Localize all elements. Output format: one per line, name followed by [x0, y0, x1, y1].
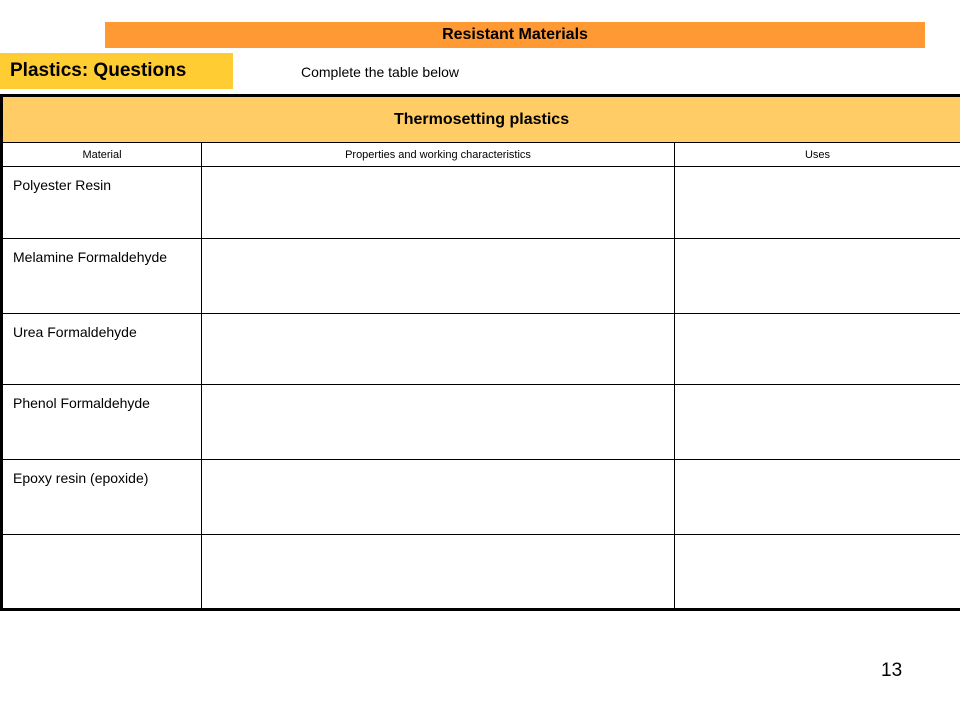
column-header-uses: Uses [675, 143, 960, 167]
material-cell: Epoxy resin (epoxide) [2, 460, 202, 535]
uses-answer-cell[interactable] [675, 535, 960, 610]
properties-answer-cell[interactable] [202, 314, 675, 385]
thermosetting-plastics-table [0, 94, 960, 611]
table-row [2, 239, 960, 314]
material-cell: Urea Formaldehyde [2, 314, 202, 385]
page-number: 13 [881, 660, 903, 681]
material-cell: Polyester Resin [2, 167, 202, 239]
column-header-material: Material [2, 143, 202, 167]
table-row [2, 167, 960, 239]
table-row [2, 460, 960, 535]
table-row [2, 314, 960, 385]
subject-banner: Resistant Materials [105, 22, 925, 48]
section-title: Plastics: Questions [0, 53, 233, 89]
properties-answer-cell[interactable] [202, 239, 675, 314]
instruction-text: Complete the table below [301, 64, 459, 80]
properties-answer-cell[interactable] [202, 385, 675, 460]
table-title: Thermosetting plastics [2, 96, 960, 143]
uses-answer-cell[interactable] [675, 385, 960, 460]
column-header-properties: Properties and working characteristics [202, 143, 675, 167]
material-cell: Phenol Formaldehyde [2, 385, 202, 460]
uses-answer-cell[interactable] [675, 167, 960, 239]
uses-answer-cell[interactable] [675, 460, 960, 535]
table-row [2, 535, 960, 610]
material-cell[interactable] [2, 535, 202, 610]
material-cell: Melamine Formaldehyde [2, 239, 202, 314]
uses-answer-cell[interactable] [675, 239, 960, 314]
properties-answer-cell[interactable] [202, 535, 675, 610]
properties-answer-cell[interactable] [202, 167, 675, 239]
properties-answer-cell[interactable] [202, 460, 675, 535]
uses-answer-cell[interactable] [675, 314, 960, 385]
table-row [2, 385, 960, 460]
